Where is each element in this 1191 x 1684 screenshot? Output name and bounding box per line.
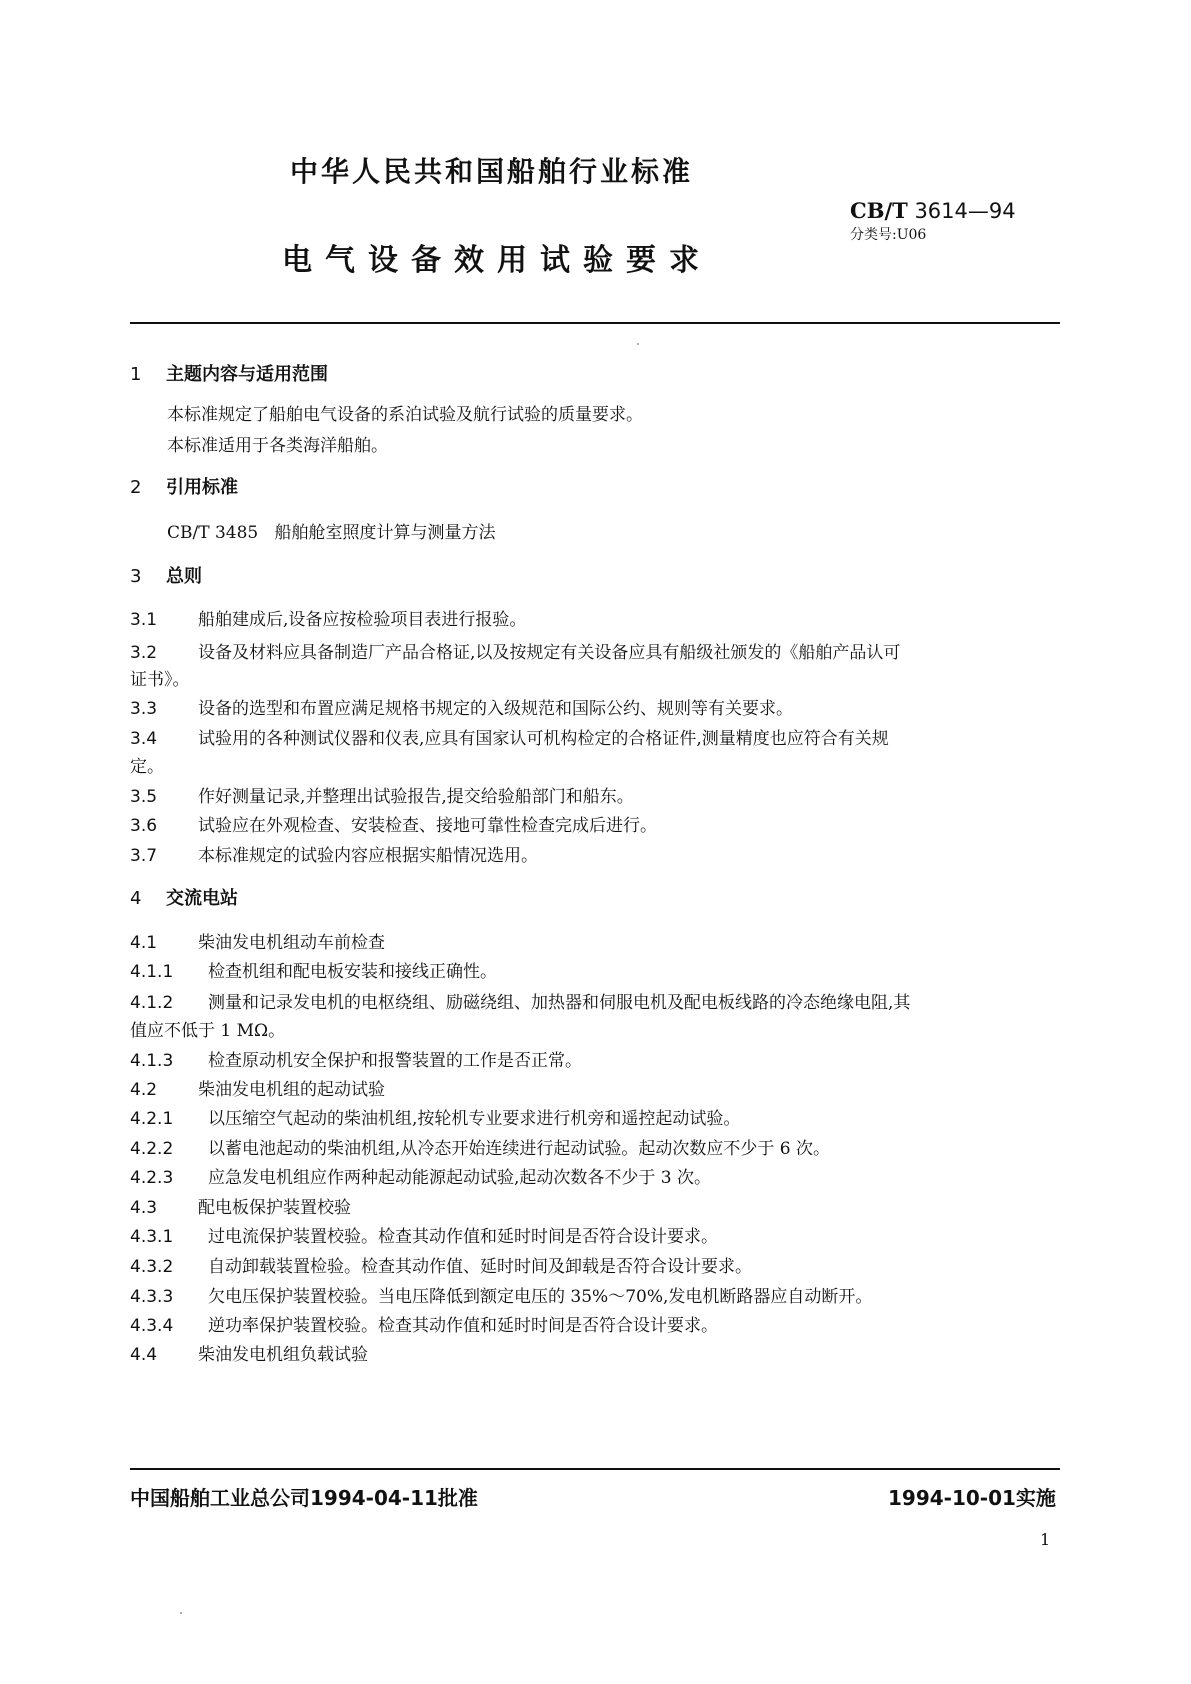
clause-number: 4.1 xyxy=(130,933,158,953)
section-number: 3 xyxy=(130,566,142,587)
standard-code xyxy=(850,198,1016,223)
clause xyxy=(130,1311,718,1336)
clause xyxy=(130,988,910,1013)
clause-text: 设备及材料应具备制造厂产品合格证,以及按规定有关设备应具有船级社颁发的《船舶产品认可 xyxy=(198,643,901,663)
clause-continuation: 证书》。 xyxy=(130,670,190,690)
clause xyxy=(130,694,793,719)
clause-text: 船舶建成后,设备应按检验项目表进行报验。 xyxy=(198,610,527,630)
page-number: 1 xyxy=(1040,1530,1051,1549)
section-number: 1 xyxy=(130,364,142,385)
clause-text: 欠电压保护装置校验。当电压降低到额定电压的 35%～70%,发电机断路器应自动断开。 xyxy=(208,1287,873,1307)
clause xyxy=(130,1134,830,1159)
clause xyxy=(130,724,889,749)
clause-text: 试验应在外观检查、安装检查、接地可靠性检查完成后进行。 xyxy=(198,816,657,836)
section-heading xyxy=(130,562,202,588)
clause-text: 以压缩空气起动的柴油机组,按轮机专业要求进行机旁和遥控起动试验。 xyxy=(208,1109,741,1129)
clause xyxy=(130,1282,872,1307)
clause xyxy=(130,928,385,953)
clause-number: 3.2 xyxy=(130,643,158,663)
footer-rule xyxy=(130,1468,1060,1470)
paragraph: 本标准规定了船舶电气设备的系泊试验及航行试验的质量要求。 xyxy=(167,405,643,425)
clause-number: 3.4 xyxy=(130,729,158,749)
section-heading xyxy=(130,473,238,499)
document-title: 电气设备效用试验要求 xyxy=(282,243,712,278)
scan-speck xyxy=(637,343,639,345)
clause-number: 4.1.1 xyxy=(130,962,174,982)
clause-number: 3.7 xyxy=(130,846,158,866)
clause xyxy=(130,1104,740,1129)
clause-text: 检查机组和配电板安装和接线正确性。 xyxy=(208,962,497,982)
clause-text: 本标准规定的试验内容应根据实船情况选用。 xyxy=(198,846,538,866)
clause-number: 4.2.2 xyxy=(130,1139,174,1159)
clause-number: 4.3.2 xyxy=(130,1257,174,1277)
referenced-standard: CB/T 3485 船舶舱室照度计算与测量方法 xyxy=(167,523,496,543)
clause-text: 检查原动机安全保护和报警装置的工作是否正常。 xyxy=(208,1051,582,1071)
clause-text: 作好测量记录,并整理出试验报告,提交给验船部门和船东。 xyxy=(198,787,634,807)
clause xyxy=(130,1193,351,1218)
clause-text: 应急发电机组应作两种起动能源起动试验,起动次数各不少于 3 次。 xyxy=(208,1168,712,1188)
clause-continuation: 值应不低于 1 MΩ。 xyxy=(130,1021,286,1041)
clause-number: 4.2.1 xyxy=(130,1109,174,1129)
clause xyxy=(130,1340,368,1365)
clause-number: 4.2 xyxy=(130,1080,158,1100)
clause-number: 4.4 xyxy=(130,1345,158,1365)
clause-number: 3.5 xyxy=(130,787,158,807)
effective-date: 1994-10-01实施 xyxy=(888,1486,1056,1510)
classification-code: 分类号:U06 xyxy=(850,227,927,243)
clause xyxy=(130,957,497,982)
paragraph: 本标准适用于各类海洋船舶。 xyxy=(167,436,388,456)
clause xyxy=(130,638,900,663)
clause-text: 柴油发电机组负载试验 xyxy=(198,1345,368,1365)
header-rule xyxy=(130,322,1060,324)
clause-text: 过电流保护装置校验。检查其动作值和延时时间是否符合设计要求。 xyxy=(208,1227,718,1247)
clause-number: 4.1.3 xyxy=(130,1051,174,1071)
clause xyxy=(130,811,657,836)
section-title: 引用标准 xyxy=(166,477,238,498)
clause xyxy=(130,1163,711,1188)
section-number: 2 xyxy=(130,477,142,498)
clause xyxy=(130,1046,582,1071)
clause-continuation: 定。 xyxy=(130,757,164,777)
section-title: 交流电站 xyxy=(166,888,238,909)
section-number: 4 xyxy=(130,888,142,909)
section-heading xyxy=(130,884,238,910)
clause-text: 测量和记录发电机的电枢绕组、励磁绕组、加热器和伺服电机及配电板线路的冷态绝缘电阻,其 xyxy=(208,993,911,1013)
clause-number: 3.3 xyxy=(130,699,158,719)
standard-prefix: CB/T xyxy=(850,198,908,223)
clause-text: 自动卸载装置检验。检查其动作值、延时时间及卸载是否符合设计要求。 xyxy=(208,1257,752,1277)
clause-number: 3.6 xyxy=(130,816,158,836)
section-title: 主题内容与适用范围 xyxy=(166,364,328,385)
clause-number: 4.3.1 xyxy=(130,1227,174,1247)
clause-text: 配电板保护装置校验 xyxy=(198,1198,351,1218)
clause-text: 柴油发电机组动车前检查 xyxy=(198,933,385,953)
clause-number: 4.3.3 xyxy=(130,1287,174,1307)
clause xyxy=(130,1252,752,1277)
clause-text: 逆功率保护装置校验。检查其动作值和延时时间是否符合设计要求。 xyxy=(208,1316,718,1336)
section-title: 总则 xyxy=(166,566,202,587)
clause-number: 4.3.4 xyxy=(130,1316,174,1336)
approval-line: 中国船舶工业总公司1994-04-11批准 xyxy=(130,1486,478,1510)
clause xyxy=(130,1075,385,1100)
clause-number: 4.1.2 xyxy=(130,993,174,1013)
scan-speck xyxy=(180,1612,182,1614)
standard-number: 3614—94 xyxy=(907,199,1016,223)
issuing-body-title: 中华人民共和国船舶行业标准 xyxy=(290,155,694,188)
clause-number: 3.1 xyxy=(130,610,158,630)
clause xyxy=(130,841,538,866)
clause xyxy=(130,605,526,630)
clause-number: 4.2.3 xyxy=(130,1168,174,1188)
section-heading xyxy=(130,360,328,386)
clause-text: 试验用的各种测试仪器和仪表,应具有国家认可机构检定的合格证件,测量精度也应符合有关规 xyxy=(198,729,889,749)
clause-text: 设备的选型和布置应满足规格书规定的入级规范和国际公约、规则等有关要求。 xyxy=(198,699,793,719)
clause-number: 4.3 xyxy=(130,1198,158,1218)
clause xyxy=(130,1222,718,1247)
clause xyxy=(130,782,634,807)
clause-text: 柴油发电机组的起动试验 xyxy=(198,1080,385,1100)
clause-text: 以蓄电池起动的柴油机组,从冷态开始连续进行起动试验。起动次数应不少于 6 次。 xyxy=(208,1139,831,1159)
